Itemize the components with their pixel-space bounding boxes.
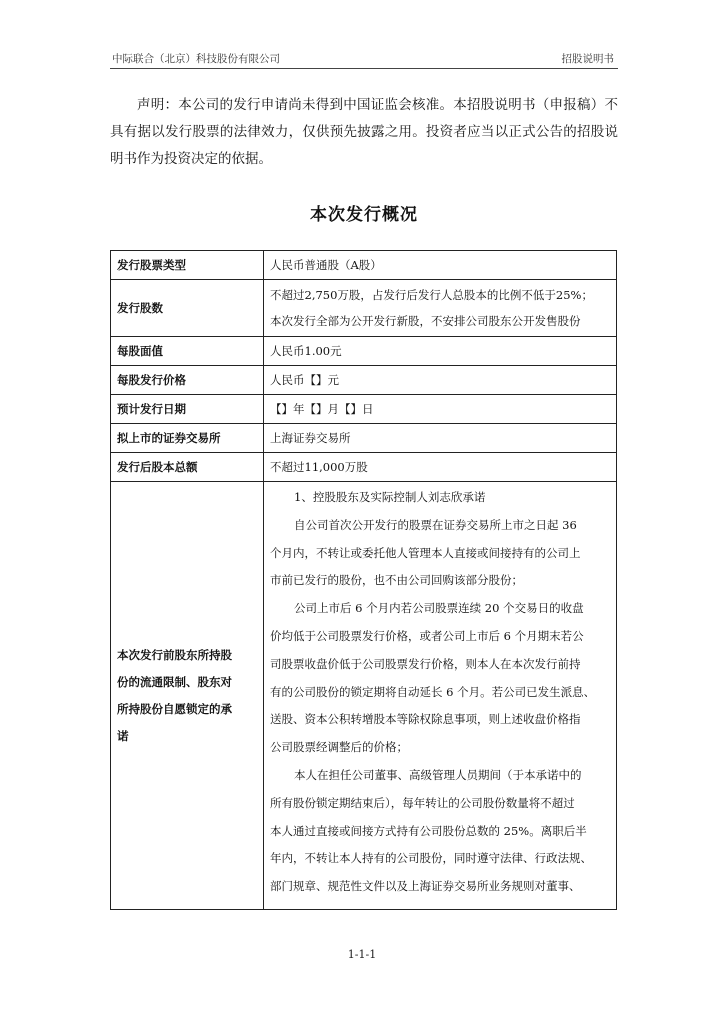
row-value: 人民币1.00元: [264, 337, 617, 366]
row-value: [264, 280, 617, 337]
row-value: 不超过11,000万股: [264, 453, 617, 482]
paragraph-line: 本人在担任公司董事、高级管理人员期间（于本承诺中的: [294, 767, 582, 782]
page-number: 1-1-1: [347, 948, 377, 961]
paragraph-line: 送股、资本公积转增股本等除权除息事项，则上述收盘价格指: [270, 712, 581, 727]
row-label: 发行股数: [111, 280, 264, 337]
commitment-heading: 1、控股股东及实际控制人刘志欣承诺: [294, 490, 486, 504]
row-value: 上海证券交易所: [264, 424, 617, 453]
paragraph-line: 部门规章、规范性文件以及上海证券交易所业务规则对董事、: [270, 879, 581, 894]
table-row: [111, 395, 617, 424]
disclaimer-statement: 声明：本公司的发行申请尚未得到中国证监会核准。本招股说明书（申报稿）不具有据以发行股票的法律效力，仅供预先披露之用。投资者应当以正式公告的招股说明书作为投资决定的依据。: [110, 97, 618, 167]
row-label: 每股发行价格: [111, 366, 264, 395]
page-header: [110, 48, 618, 69]
paragraph-line: 市前已发行的股份，也不由公司回购该部分股份；: [270, 573, 523, 588]
label-line: 所持股份自愿锁定的承: [117, 701, 232, 716]
table-row: [111, 453, 617, 482]
table-row: [111, 337, 617, 366]
table-row: [111, 424, 617, 453]
value-line: 本次发行全部为公开发行新股，不安排公司股东公开发售股份: [270, 314, 581, 328]
label-line: 诺: [117, 728, 129, 743]
row-label: 每股面值: [111, 337, 264, 366]
paragraph-line: 有的公司股份的锁定期将自动延长 6 个月。若公司已发生派息、: [270, 684, 596, 699]
row-value: 【】年【】月【】日: [264, 395, 617, 424]
row-label: 拟上市的证券交易所: [111, 424, 264, 453]
paragraph-line: 所有股份锁定期结束后），每年转让的公司股份数量将不超过: [270, 795, 575, 810]
header-company: 中际联合（北京）科技股份有限公司: [112, 53, 280, 65]
row-value: 人民币普通股（A股）: [264, 251, 617, 280]
page-title: 本次发行概况: [310, 205, 418, 225]
issuance-overview-table: [110, 250, 617, 910]
row-label: 发行后股本总额: [111, 453, 264, 482]
label-line: 本次发行前股东所持股: [117, 647, 232, 662]
header-doc-type: 招股说明书: [561, 53, 614, 65]
table-row: [111, 482, 617, 910]
paragraph-line: 自公司首次公开发行的股票在证券交易所上市之日起 36: [294, 517, 577, 532]
table-row: [111, 251, 617, 280]
paragraph-line: 个月内，不转让或委托他人管理本人直接或间接持有的公司上: [270, 545, 581, 560]
value-line: 不超过2,750万股，占发行后发行人总股本的比例不低于25%；: [270, 288, 593, 302]
label-line: 份的流通限制、股东对: [117, 674, 232, 689]
lockup-label: [111, 482, 264, 910]
row-value: 人民币【】元: [264, 366, 617, 395]
paragraph-line: 公司上市后 6 个月内若公司股票连续 20 个交易日的收盘: [294, 601, 584, 616]
lockup-commitment: [264, 482, 617, 910]
table-row: [111, 366, 617, 395]
row-label: 预计发行日期: [111, 395, 264, 424]
paragraph-line: 价均低于公司股票发行价格，或者公司上市后 6 个月期末若公: [270, 628, 584, 643]
paragraph-line: 年内，不转让本人持有的公司股份，同时遵守法律、行政法规、: [270, 851, 592, 866]
paragraph-line: 公司股票经调整后的价格；: [270, 740, 408, 755]
row-label: 发行股票类型: [111, 251, 264, 280]
table-row: [111, 280, 617, 337]
paragraph-line: 司股票收盘价低于公司股票发行价格，则本人在本次发行前持: [270, 656, 581, 671]
paragraph-line: 本人通过直接或间接方式持有公司股份总数的 25%。离职后半: [270, 823, 587, 838]
